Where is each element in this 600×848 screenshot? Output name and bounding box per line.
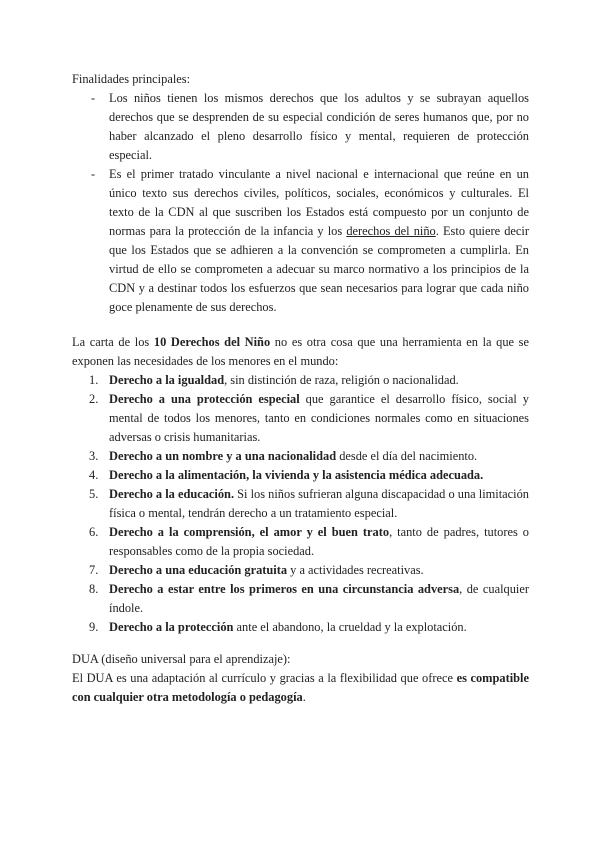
item-bold: Derecho a una educación gratuita [109, 563, 288, 577]
item-number: 4. [89, 468, 99, 482]
item-text: Si los niños sufrieran alguna discapacidad o una limitación física o mental, tendrán derecho a un tratamiento especial. [109, 487, 529, 520]
list-item-text: Los niños tienen los mismos derechos que los adultos y se subrayan aquellos derechos que se desprenden de su especial condición de seres humanos que, por no haber alcanzado el pleno desarrollo físico y mental, requieren de protección especial. [109, 91, 529, 162]
item-bold: Derecho a la alimentación, la vivienda y la asistencia médica adecuada. [109, 468, 484, 482]
item-text: , tanto de padres, tutores o responsables como de la propia sociedad. [109, 525, 529, 558]
item-bold: Derecho a un nombre y a una nacionalidad [109, 449, 337, 463]
dua-text-end: . [302, 690, 306, 704]
list-item [72, 523, 529, 561]
finalidades-section [72, 70, 529, 317]
list-item [72, 580, 529, 618]
list-item [72, 561, 529, 580]
derechos-del-nino-link[interactable]: derechos del niño [346, 224, 436, 238]
item-number: 5. [89, 487, 99, 501]
list-item [72, 618, 529, 637]
list-item-text-cont: . Esto quiere decir que los Estados que se adhieren a la convención se comprometen a cumplirla. En virtud de ello se comprometen a adecuar su marco normativo a los principios de la CDN y a destinar todos los esfuerzos que sean necesarios para lograr que cada niño goce plenamente de sus derechos. [109, 224, 529, 314]
list-item [72, 447, 529, 466]
item-number: 2. [89, 392, 99, 406]
derechos-section [72, 333, 529, 637]
dua-paragraph [72, 669, 529, 707]
intro-text: La carta de los [72, 335, 154, 349]
finalidades-list [72, 89, 529, 317]
finalidades-heading: Finalidades principales: [72, 72, 191, 86]
item-bold: Derecho a una protección especial [109, 392, 300, 406]
item-text: desde el día del nacimiento. [336, 449, 478, 463]
item-text: y a actividades recreativas. [287, 563, 424, 577]
item-number: 3. [89, 449, 99, 463]
dash-bullet: - [91, 91, 96, 105]
item-bold: Derecho a la protección [109, 620, 234, 634]
list-item [72, 165, 529, 317]
item-text: ante el abandono, la crueldad y la explotación. [233, 620, 467, 634]
item-number: 8. [89, 582, 99, 596]
dua-text: El DUA es una adaptación al currículo y gracias a la flexibilidad que ofrece [72, 671, 457, 685]
item-number: 6. [89, 525, 99, 539]
dash-bullet: - [91, 167, 96, 181]
intro-bold: 10 Derechos del Niño [153, 335, 271, 349]
derechos-list [72, 371, 529, 637]
intro-text-cont: no es otra cosa que una herramienta en la que se exponen las necesidades de los menores en el mundo: [72, 335, 530, 368]
dua-section [72, 650, 529, 707]
list-item-text: Es el primer tratado vinculante a nivel nacional e internacional que reúne en un único texto sus derechos civiles, políticos, sociales, económicos y culturales. El texto de la CDN al que suscriben los Estados está compuesto por un conjunto de normas para la protección de la infancia y los [109, 167, 529, 238]
item-text: , de cualquier índole. [109, 582, 529, 615]
list-item [72, 390, 529, 447]
list-item [72, 466, 529, 485]
item-bold: Derecho a estar entre los primeros en una circunstancia adversa [109, 582, 460, 596]
item-number: 7. [89, 563, 99, 577]
item-bold: Derecho a la comprensión, el amor y el buen trato [109, 525, 390, 539]
derechos-intro [72, 333, 529, 371]
item-number: 9. [89, 620, 99, 634]
item-bold: Derecho a la educación. [109, 487, 235, 501]
item-text: , sin distinción de raza, religión o nacionalidad. [224, 373, 459, 387]
dua-bold: es compatible con cualquier otra metodología o pedagogía [72, 671, 529, 704]
item-bold: Derecho a la igualdad [109, 373, 225, 387]
list-item [72, 485, 529, 523]
dua-heading: DUA (diseño universal para el aprendizaje): [72, 652, 291, 666]
list-item [72, 89, 529, 165]
list-item [72, 371, 529, 390]
item-number: 1. [89, 373, 99, 387]
item-text: que garantice el desarrollo físico, social y mental de todos los menores, tanto en condiciones normales como en situaciones adversas o crisis humanitarias. [109, 392, 529, 444]
